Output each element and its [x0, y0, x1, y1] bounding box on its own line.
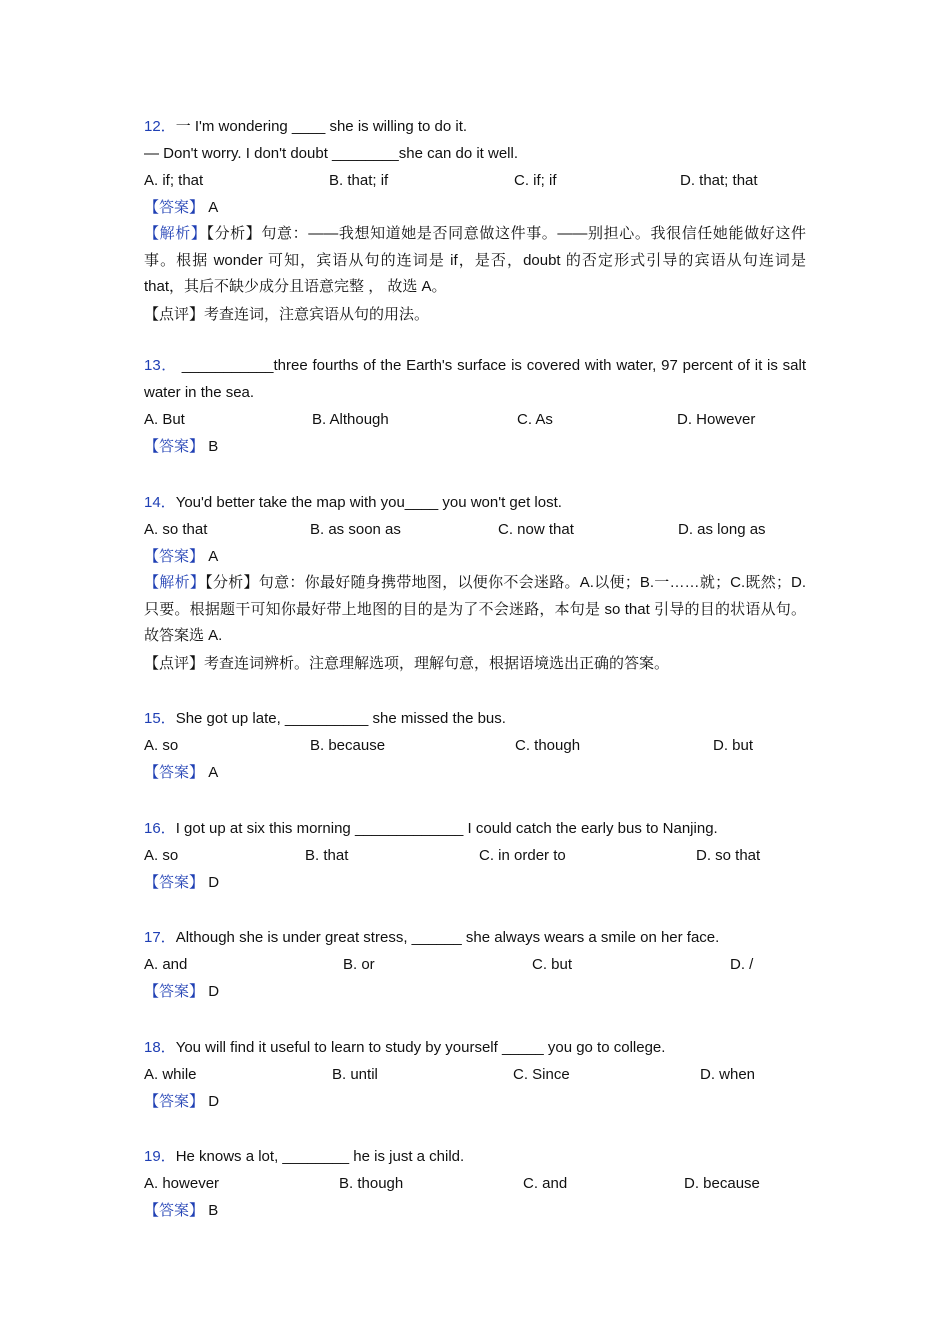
option-b: B. Although — [312, 411, 389, 428]
answer-tag: 【答案】 — [144, 548, 205, 565]
question-19 — [144, 1143, 806, 1224]
option-b: B. because — [310, 737, 386, 754]
question-text: She got up late, __________ she missed the bus. — [175, 710, 506, 727]
comment-line: 【点评】考查连词，注意宾语从句的用法。 — [144, 305, 430, 323]
answer-tag: 【答案】 — [144, 199, 205, 216]
option-d: D. because — [684, 1175, 760, 1192]
answer-value: A — [208, 199, 219, 216]
question-15 — [144, 705, 806, 786]
answer-tag: 【答案】 — [144, 1202, 205, 1219]
answer-value: B — [208, 1202, 219, 1219]
question-number: 18． — [144, 1039, 176, 1056]
options-row — [144, 951, 806, 978]
option-c: C. As — [517, 411, 553, 428]
question-17 — [144, 924, 806, 1005]
option-c: C. Since — [513, 1066, 570, 1083]
option-c: C. and — [523, 1175, 568, 1192]
answer-tag: 【答案】 — [144, 764, 205, 781]
comment-line: 【点评】考查连词辨析。注意理解选项，理解句意，根据语境选出正确的答案。 — [144, 654, 670, 672]
answer-line — [144, 194, 806, 221]
analysis-tag: 【解析】 — [144, 225, 207, 242]
options-row — [144, 732, 806, 759]
options-row — [144, 406, 806, 433]
answer-tag: 【答案】 — [144, 874, 205, 891]
option-b: B. until — [332, 1066, 378, 1083]
question-text: You'd better take the map with you____ you won't get lost. — [175, 494, 562, 511]
option-d: D. However — [677, 411, 756, 428]
option-c: C. now that — [498, 521, 574, 538]
option-a: A. while — [144, 1066, 197, 1083]
answer-line — [144, 978, 806, 1005]
answer-line — [144, 433, 806, 460]
option-c: C. if; if — [514, 172, 557, 189]
option-c: C. in order to — [479, 847, 566, 864]
options-row — [144, 516, 806, 543]
question-13 — [144, 353, 806, 460]
question-text: He knows a lot, ________ he is just a child. — [175, 1148, 465, 1165]
question-14 — [144, 489, 806, 677]
answer-value: D — [208, 874, 220, 891]
question-16 — [144, 815, 806, 896]
analysis-text: 【分析】句意：——我想知道她是否同意做这件事。——别担心。我很信任她能做好这件事。根据 wonder 可知，宾语从句的连词是 if，是否，doubt 的否定形式引导的宾语从句连词是 that，其后不缺少成分且语意完整 ， 故选 A。 — [144, 225, 806, 295]
option-b: B. that — [305, 847, 349, 864]
option-d: D. as long as — [678, 521, 766, 538]
question-text: ___________three fourths of the Earth's surface is covered with water, 97 percent of it is salt water in the sea. — [144, 357, 806, 401]
option-a: A. so that — [144, 521, 208, 538]
option-a: A. however — [144, 1175, 220, 1192]
answer-tag: 【答案】 — [144, 1093, 205, 1110]
option-d: D. that; that — [680, 172, 758, 189]
question-number: 12． — [144, 118, 176, 135]
option-d: D. but — [713, 737, 754, 754]
option-b: B. as soon as — [310, 521, 401, 538]
question-text: 一 I'm wondering ____ she is willing to do it. — [175, 118, 468, 135]
question-text: Although she is under great stress, ______ she always wears a smile on her face. — [175, 929, 720, 946]
question-number: 14． — [144, 494, 176, 511]
options-row — [144, 842, 806, 869]
option-a: A. if; that — [144, 172, 204, 189]
answer-value: A — [208, 764, 219, 781]
answer-line — [144, 1197, 806, 1224]
answer-value: D — [208, 1093, 220, 1110]
answer-line — [144, 543, 806, 570]
options-row — [144, 167, 806, 194]
question-text: I got up at six this morning _____________ I could catch the early bus to Nanjing. — [175, 820, 718, 837]
options-row — [144, 1170, 806, 1197]
option-c: C. though — [515, 737, 581, 754]
answer-value: D — [208, 983, 220, 1000]
options-row — [144, 1061, 806, 1088]
question-number: 15． — [144, 710, 176, 727]
answer-value: A — [208, 548, 219, 565]
option-d: D. when — [700, 1066, 756, 1083]
option-a: A. But — [144, 411, 185, 428]
answer-tag: 【答案】 — [144, 438, 205, 455]
analysis-text: 【分析】句意：你最好随身携带地图，以便你不会迷路。A.以便；B.一……就；C.既然；D.只要。根据题干可知你最好带上地图的目的是为了不会迷路，本句是 so that 引导的目的状语从句。故答案选 A. — [144, 574, 806, 644]
answer-value: B — [208, 438, 219, 455]
answer-line — [144, 759, 806, 786]
option-d: D. / — [730, 956, 754, 973]
option-c: C. but — [532, 956, 573, 973]
option-b: B. though — [339, 1175, 404, 1192]
question-text: You will find it useful to learn to study by yourself _____ you go to college. — [175, 1039, 666, 1056]
answer-line — [144, 1088, 806, 1115]
question-number: 16． — [144, 820, 176, 837]
option-a: A. so — [144, 847, 179, 864]
question-text: — Don't worry. I don't doubt ________she can do it well. — [144, 145, 519, 162]
question-12 — [144, 113, 806, 328]
answer-line — [144, 869, 806, 896]
option-b: B. that; if — [329, 172, 389, 189]
question-number: 13． — [144, 357, 177, 374]
question-number: 19． — [144, 1148, 176, 1165]
option-d: D. so that — [696, 847, 761, 864]
question-18 — [144, 1034, 806, 1115]
analysis-paragraph — [144, 570, 806, 650]
option-a: A. so — [144, 737, 179, 754]
option-a: A. and — [144, 956, 188, 973]
option-b: B. or — [343, 956, 375, 973]
question-text-block — [144, 353, 806, 406]
question-number: 17． — [144, 929, 176, 946]
answer-tag: 【答案】 — [144, 983, 205, 1000]
analysis-tag: 【解析】 — [144, 574, 206, 591]
analysis-paragraph — [144, 221, 806, 301]
